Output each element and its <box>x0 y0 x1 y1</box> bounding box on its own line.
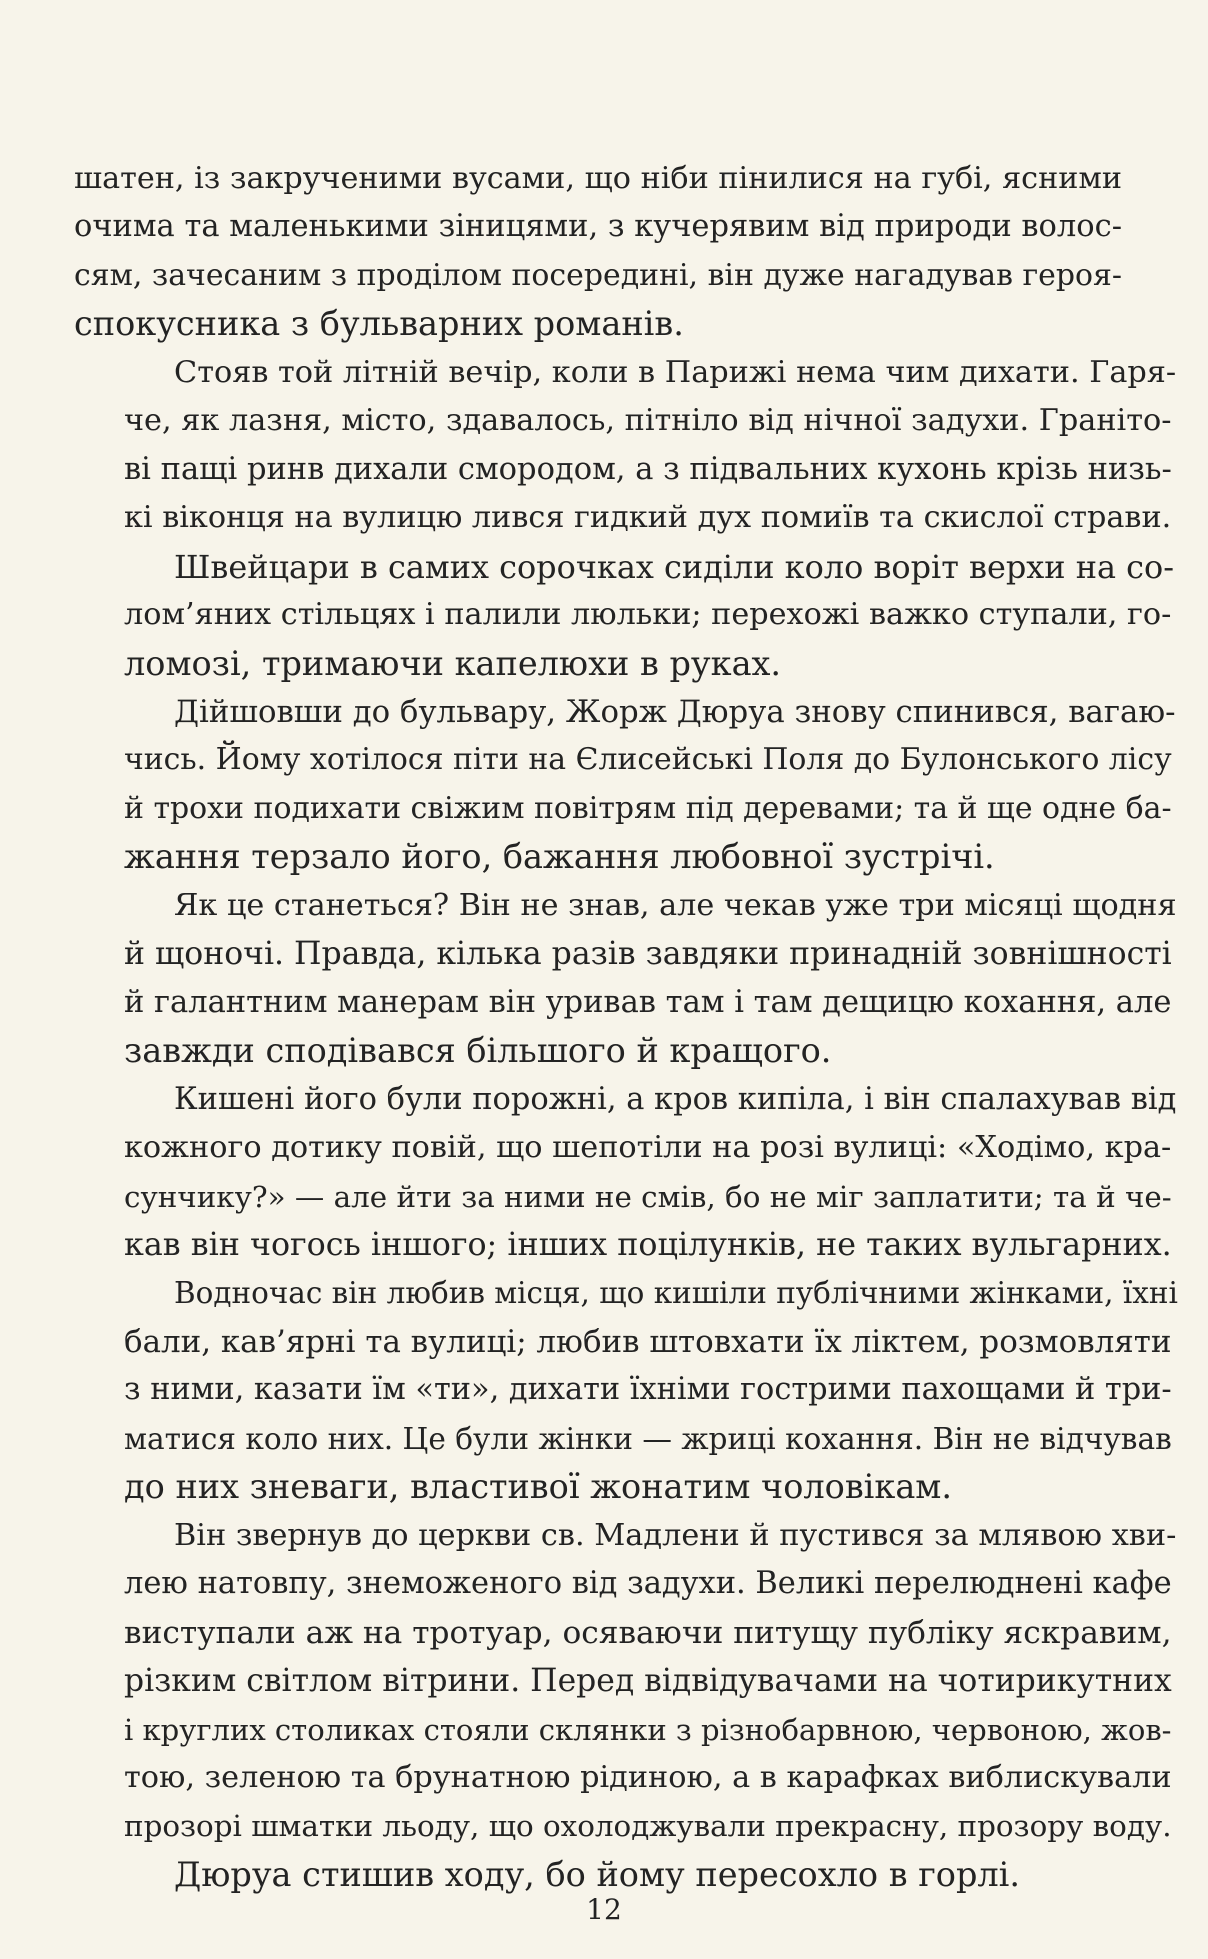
paragraph <box>74 155 1122 349</box>
text-line: сунчику?» — але йти за ними не смів, бо не міг заплатити; та й че- <box>124 1179 1172 1214</box>
paragraph <box>74 1076 1177 1270</box>
paragraph <box>74 349 1177 543</box>
text-line: й трохи подихати свіжим повітрям під деревами; та й ще одне ба- <box>124 790 1172 826</box>
paragraph <box>74 543 1174 688</box>
text-line: тою, зеленою та брунатною рідиною, а в карафках виблискували <box>124 1759 1172 1795</box>
text-line: че, як лазня, місто, здавалось, пітніло від нічної задухи. Граніто- <box>124 403 1172 439</box>
page-number: 12 <box>586 1893 622 1926</box>
text-line: Дійшовши до бульвару, Жорж Дюруа знову спинився, вагаю- <box>174 693 1176 730</box>
text-line: Водночас він любив місця, що кишіли публічними жінками, їхні <box>174 1276 1178 1311</box>
text-line: лею натовпу, знеможеного від задухи. Великі перелюднені кафе <box>124 1566 1172 1602</box>
text-line: бали, кав’ярні та вулиці; любив штовхати їх ліктем, розмовляти <box>124 1323 1172 1360</box>
text-line: чись. Йому хотілося піти на Єлисейські Поля до Булонського лісу <box>124 742 1172 778</box>
text-line: прозорі шматки льоду, що охолоджували прекрасну, прозору воду. <box>124 1809 1172 1844</box>
text-line: й щоночі. Правда, кілька разів завдяки принадній зовнішності <box>124 936 1172 973</box>
paragraph <box>74 882 1177 1076</box>
text-line: кі віконця на вулицю лився гидкий дух помиїв та скислої страви. <box>124 500 1172 536</box>
text-line: ломозі, тримаючи капелюхи в руках. <box>124 643 782 683</box>
text-line: різким світлом вітрини. Перед відвідувачами на чотирикутних <box>124 1663 1172 1700</box>
text-line: спокусника з бульварних романів. <box>74 304 684 344</box>
text-line: кав він чогось іншого; інших поцілунків, не таких вульгарних. <box>124 1226 1172 1263</box>
text-line: з ними, казати їм «ти», дихати їхніми гострими пахощами й три- <box>124 1372 1172 1408</box>
text-line: Він звернув до церкви св. Мадлени й пустився за млявою хви- <box>174 1517 1177 1553</box>
body-text <box>74 155 1178 1899</box>
text-line: і круглих столиках стояли склянки з різнобарвною, червоною, жов- <box>124 1712 1172 1747</box>
text-line: кожного дотику повій, що шепотіли на розі вулиці: «Ходімо, кра- <box>124 1130 1172 1166</box>
text-line: сям, зачесаним з проділом посередині, він дуже нагадував героя- <box>74 257 1122 293</box>
text-line: Як це станеться? Він не знав, але чекав уже три місяці щодня <box>174 887 1177 923</box>
text-line: лом’яних стільцях і палили люльки; перехожі важко ступали, го- <box>124 597 1172 633</box>
paragraph <box>74 1512 1177 1851</box>
text-line: очима та маленькими зіницями, з кучерявим від природи волос- <box>74 209 1122 245</box>
text-line: ві пащі ринв дихали смородом, а з підвальних кухонь крізь низь- <box>124 451 1172 487</box>
text-line: завжди сподівався більшого й кращого. <box>124 1031 832 1071</box>
text-line: шатен, із закрученими вусами, що ніби пінилися на губі, ясними <box>74 161 1122 196</box>
text-line: Кишені його були порожні, а кров кипіла, і він спалахував від <box>174 1081 1177 1117</box>
paragraph <box>74 1269 1178 1511</box>
text-line: матися коло них. Це були жінки — жриці кохання. Він не відчував <box>124 1421 1172 1456</box>
text-line: й галантним манерам він уривав там і там дещицю кохання, але <box>124 984 1172 1020</box>
text-line: Стояв той літній вечір, коли в Парижі нема чим дихати. Гаря- <box>174 354 1177 390</box>
text-line: жання терзало його, бажання любовної зустрічі. <box>124 837 995 877</box>
paragraph <box>74 688 1176 882</box>
text-line: до них зневаги, властивої жонатим чоловікам. <box>124 1467 953 1507</box>
text-line: Швейцари в самих сорочках сиділи коло воріт верхи на со- <box>174 547 1174 586</box>
text-line: Дюруа стишив ходу, бо йому пересохло в горлі. <box>174 1854 1021 1894</box>
text-line: виступали аж на тротуар, осяваючи питущу публіку яскравим, <box>124 1614 1172 1651</box>
